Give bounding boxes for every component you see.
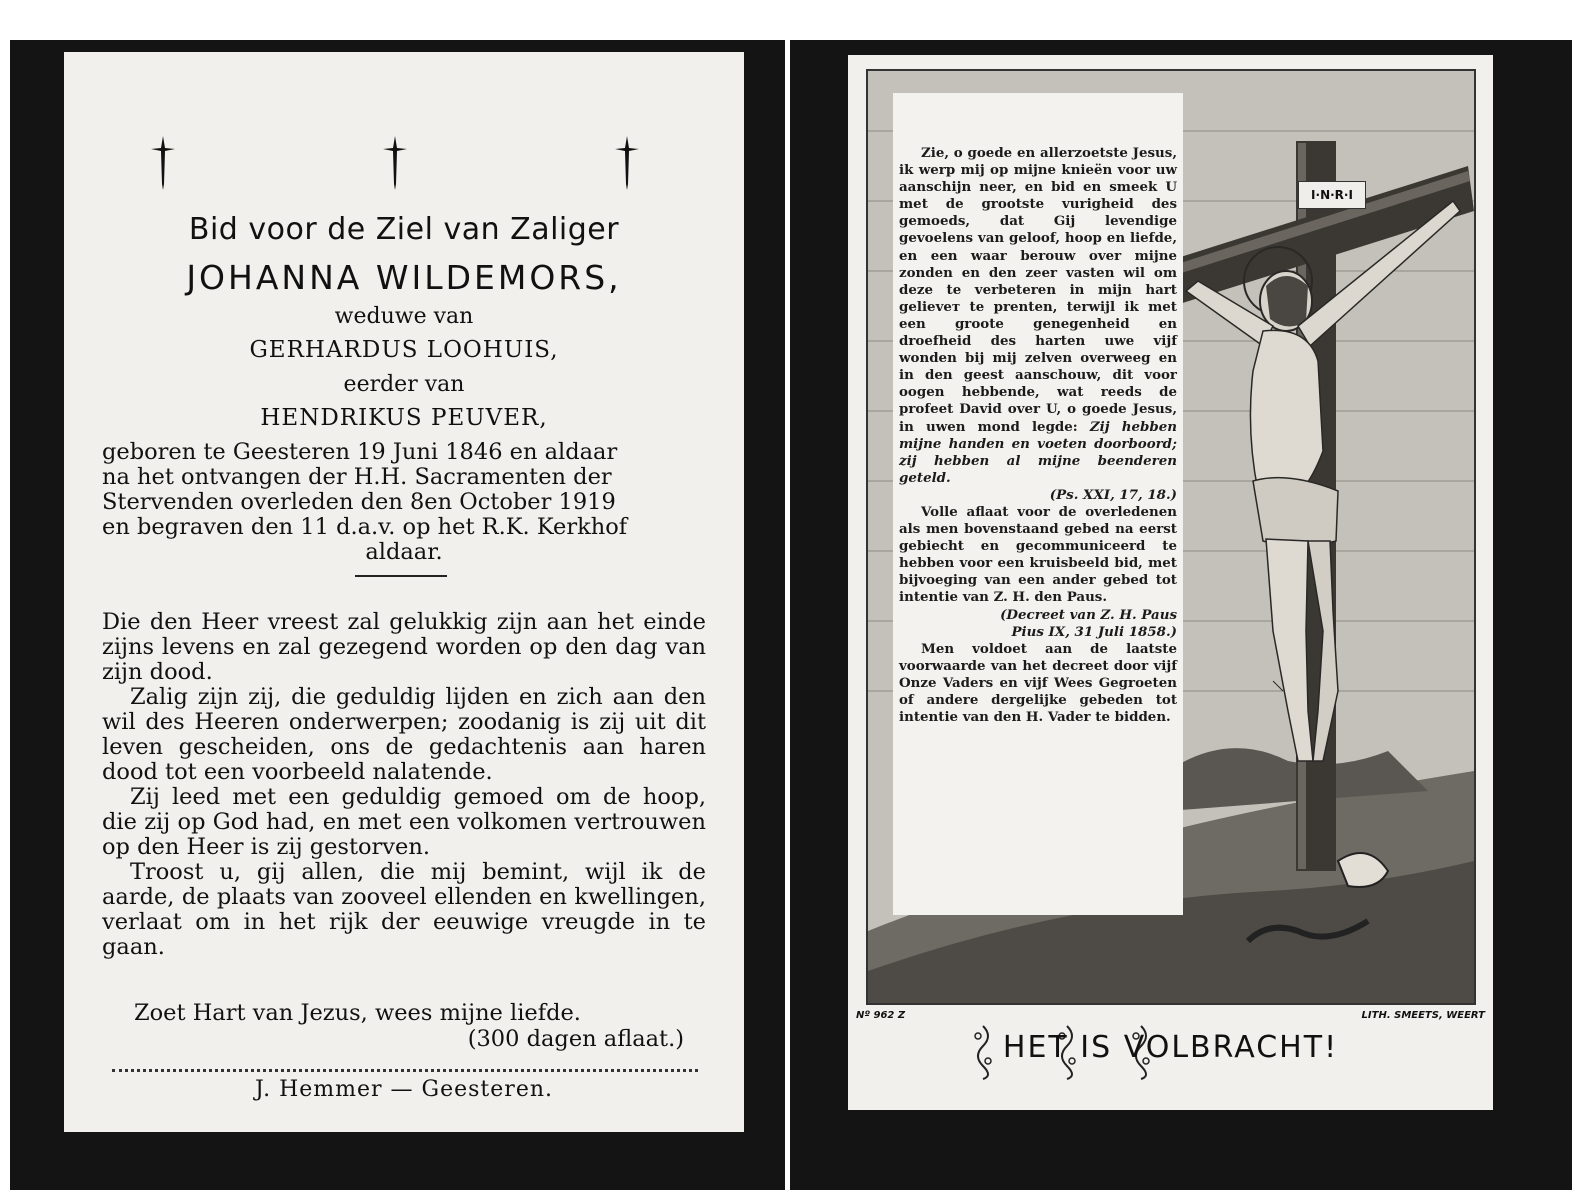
cross-icon (148, 134, 178, 192)
deceased-name: JOHANNA WILDEMORS, (186, 258, 622, 297)
dotted-divider (112, 1069, 698, 1072)
verse-paragraph: Troost u, gij allen, die mij bemint, wijl ik de aarde, de plaats van zooveel ellenden en kwellingen, verlaat om in het rijk der eeuwige vreugde in te gaan. (102, 859, 706, 960)
verse-paragraph: Zij leed met een geduldig gemoed om de hoop, die zij op God had, en met een volkomen vertrouwen op den Heer is zij gestorven. (102, 784, 706, 860)
indulgence-note: (300 dagen aflaat.) (467, 1026, 684, 1052)
bio-line: Stervenden overleden den 8en October 1919 (102, 489, 616, 515)
bio-line: geboren te Geesteren 19 Juni 1846 en aldaar (102, 439, 618, 465)
bio-line: aldaar. (365, 539, 443, 565)
divider (355, 575, 447, 577)
cross-icon (380, 134, 410, 192)
earlier-of-label: eerder van (343, 372, 465, 397)
plate-number: Nº 962 Z (856, 1010, 906, 1021)
husband-name-1: GERHARDUS LOOHUIS, (249, 337, 559, 363)
bio-line: na het ontvangen der H.H. Sacramenten der (102, 464, 612, 490)
invocation: Zoet Hart van Jezus, wees mijne liefde. (134, 1000, 581, 1026)
prayer-main (899, 145, 1177, 487)
husband-name-2: HENDRIKUS PEUVER, (260, 405, 548, 431)
consolation-verses (102, 610, 706, 960)
condition-paragraph: Men voldoet aan de laatste voorwaarde van het decreet door vijf Onze Vaders en vijf Wees Gegroeten of andere dergelijke gebeden tot intentie van den H. Vader te bidden. (899, 640, 1177, 726)
crucifix-illustration (866, 69, 1476, 1005)
psalm-reference: (Ps. XXI, 17, 18.) (1049, 486, 1177, 503)
prayer-body: Zie, o goede en allerzoetste Jesus, ik werp mij op mijne knieën voor uw aanschijn neer, en bid en smeek U met de grootste vurigheid des gemoeds, dat Gij levendige gevoelens van geloof, hoop en liefde, en een waar berouw over mijne zonden en den zeer vasten wil om deze te verbeteren in mijn hart gelieveт te prenten, terwijl ik met een groote genegenheid en droefheid des harten uwe vijf wonden bij mij zelven overweeg en in den geest aanschouw, dit voor oogen hebbende, wat reeds de profeet David over U, o goede Jesus, in uwen mond legde: (899, 145, 1177, 435)
crosses-row (64, 134, 744, 194)
decree-reference-1: (Decreet van Z. H. Paus (1000, 606, 1177, 623)
printer-credit: J. Hemmer — Geesteren. (254, 1077, 553, 1102)
memorial-card-front (10, 40, 785, 1190)
card-front-paper (64, 52, 744, 1132)
verse-paragraph: Die den Heer vreest zal gelukkig zijn aan het einde zijns levens en zal gezegend worden op den dag van zijn dood. (102, 609, 706, 685)
prayer-quote: Zij hebben mijne handen en voeten doorboord; zij hebben al mijne beenderen geteld. (899, 418, 1177, 486)
prayer-box (893, 93, 1183, 915)
indulgence-paragraph: Volle aflaat voor de overledenen als men bovenstaand gebed na eerst gebiecht en gecommuniceerd te hebben voor een kruisbeeld bid, met bijvoeging van een ander gebed tot intentie van Z. H. den Paus. (899, 503, 1177, 606)
verse-paragraph: Zalig zijn zij, die geduldig lijden en zich aan den wil des Heeren onderwerpen; zoodanig is zij uit dit leven gescheiden, ons de gedachtenis aan haren dood tot een voorbeeld nalatende. (102, 684, 706, 785)
card-back-paper (848, 55, 1493, 1110)
prayer-header: Bid voor de Ziel van Zaliger (188, 212, 620, 247)
motto: HET IS VOLBRACHT! (1002, 1030, 1339, 1065)
decree-reference-2: Pius IX, 31 Juli 1858.) (1011, 623, 1177, 640)
prayer-text (899, 145, 1177, 726)
memorial-card-back (790, 40, 1572, 1190)
inri-plaque: I·N·R·I (1298, 181, 1366, 209)
lithographer-credit: LITH. SMEETS, WEERT (1361, 1010, 1485, 1021)
cross-icon (612, 134, 642, 192)
biography (102, 440, 706, 565)
widow-of-label: weduwe van (334, 304, 474, 329)
bio-line: en begraven den 11 d.a.v. op het R.K. Kerkhof (102, 514, 628, 540)
